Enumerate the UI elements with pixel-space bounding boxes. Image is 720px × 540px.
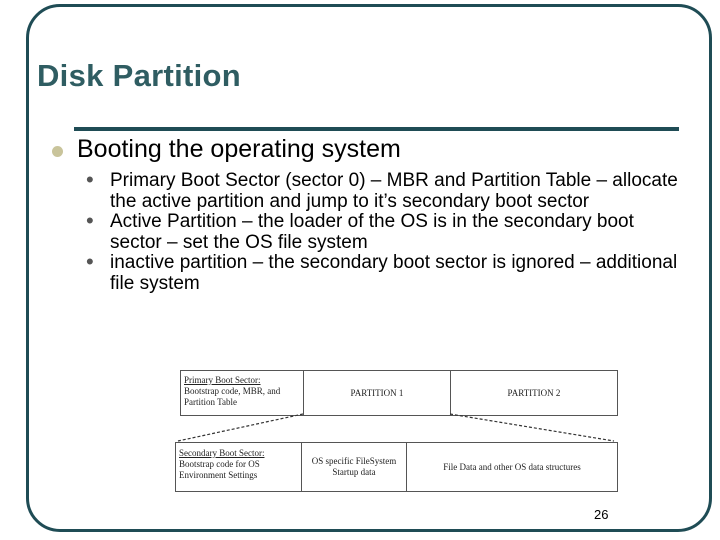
sub-bullet	[86, 249, 686, 294]
expansion-line-left	[178, 414, 303, 441]
secondary-boot-line: Bootstrap code for OS	[179, 459, 260, 469]
partition-detail-row	[175, 442, 618, 492]
expansion-line-right	[450, 414, 614, 441]
primary-boot-line: Partition Table	[184, 397, 237, 407]
primary-boot-heading: Primary Boot Sector:	[184, 375, 261, 385]
os-filesystem-line: OS specific FileSystem	[311, 456, 397, 466]
sub-bullet-list	[86, 167, 686, 294]
primary-boot-line: Bootstrap code, MBR, and	[184, 386, 281, 396]
bullet-icon: •	[86, 208, 94, 233]
page-number: 26	[594, 507, 609, 522]
secondary-boot-heading: Secondary Boot Sector:	[179, 448, 265, 458]
expansion-lines	[174, 368, 624, 448]
slide-title: Disk Partition	[37, 58, 242, 93]
os-data-cell	[407, 443, 617, 491]
sub-bullet	[86, 167, 686, 212]
partition-1-label: PARTITION 1	[350, 388, 404, 398]
secondary-boot-line: Environment Settings	[179, 470, 258, 480]
sub-bullet	[86, 208, 686, 253]
bullet-icon: •	[86, 249, 94, 274]
bullet-dot-icon	[52, 146, 63, 157]
sub-bullet-text: Primary Boot Sector (sector 0) – MBR and Partition Table – allocate the active partition and jump to it’s secondary boot sector	[110, 170, 678, 212]
sub-bullet-text: Active Partition – the loader of the OS is in the secondary boot sector – set the OS file system	[110, 211, 634, 253]
partition-2-label: PARTITION 2	[507, 388, 561, 398]
os-filesystem-line: Startup data	[332, 467, 376, 477]
title-underline	[74, 127, 679, 131]
sub-bullet-text: inactive partition – the secondary boot sector is ignored – additional file system	[110, 252, 678, 294]
os-filesystem-cell	[302, 443, 407, 491]
main-bullet: Booting the operating system	[77, 135, 401, 163]
bullet-icon: •	[86, 167, 94, 192]
os-data-label: File Data and other OS data structures	[443, 462, 581, 472]
secondary-boot-sector-cell	[176, 443, 302, 491]
